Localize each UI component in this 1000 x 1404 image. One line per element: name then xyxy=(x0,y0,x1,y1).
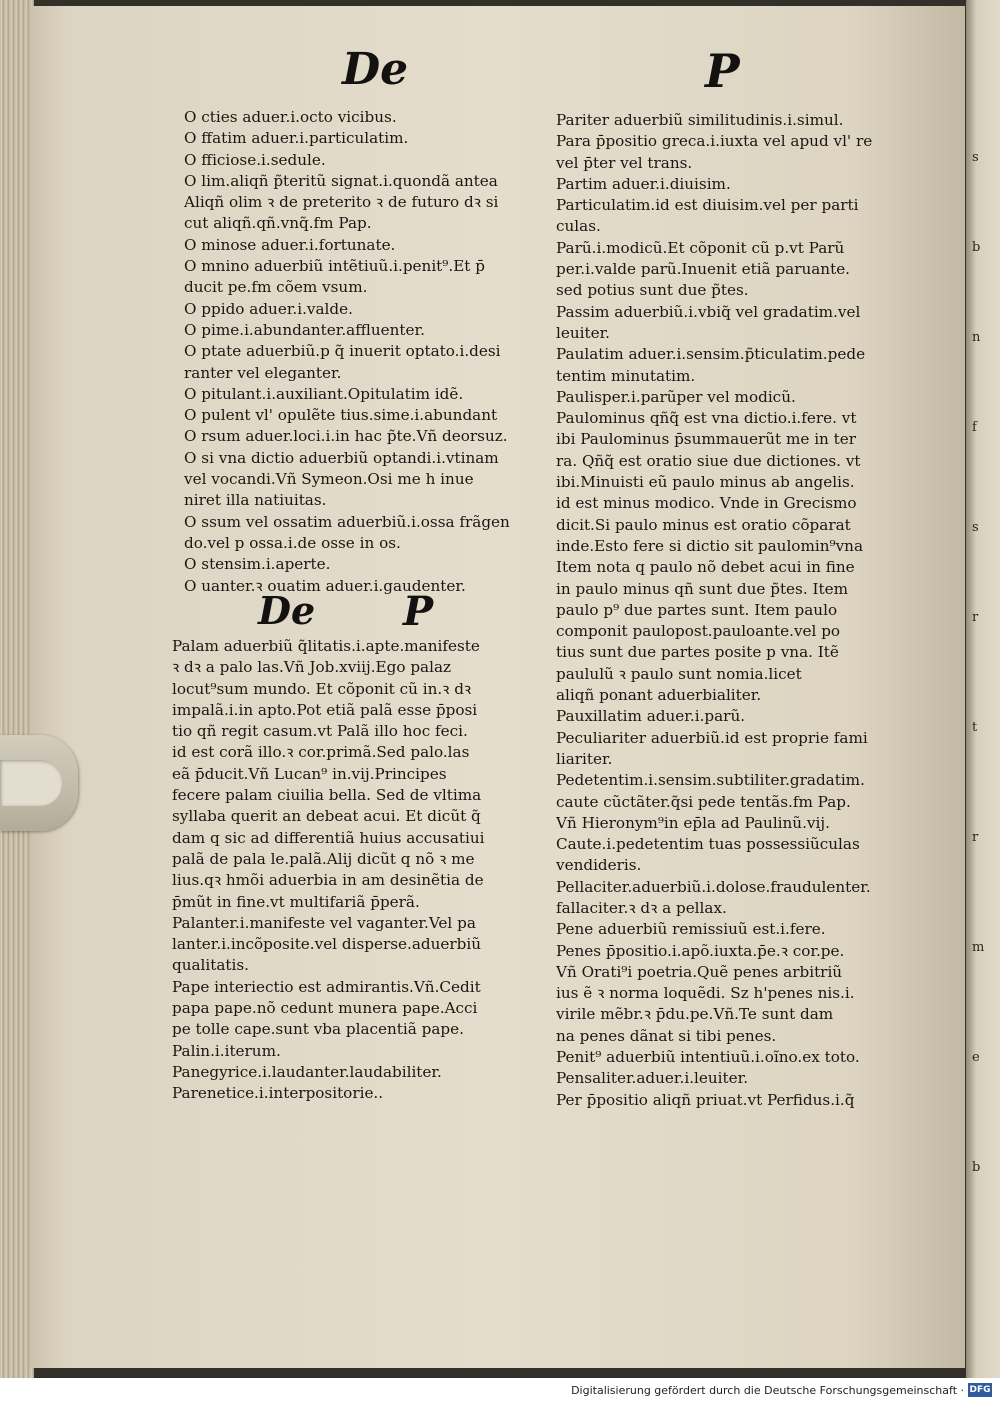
entry-line: locut⁹sum mundo. Et cõponit cũ in.ꝛ dꝛ xyxy=(172,679,472,698)
entry-line: culas. xyxy=(556,217,601,236)
entry-line: Aliqñ olim ꝛ de preterito ꝛ de futuro dꝛ si xyxy=(184,193,499,212)
entry-line: do.vel p ossa.i.de osse in os. xyxy=(184,533,401,552)
entry-line: tio qñ regit casum.vt Palã illo hoc feci. xyxy=(172,722,468,741)
entry-line: O pulent vl' opulẽte tius.sime.i.abundant xyxy=(184,406,498,425)
entry-line: ra. Qñq̃ est oratio siue due dictiones. vt xyxy=(556,451,861,470)
entry-line: Item nota q paulo nõ debet acui in fine xyxy=(556,558,855,577)
footer-bar xyxy=(0,1378,1000,1404)
entry-line: O mnino aduerbiũ intẽtiuũ.i.penit⁹.Et p̄ xyxy=(184,257,485,276)
entry-line: O pime.i.abundanter.affluenter. xyxy=(184,320,425,339)
entry-line: Pape interiectio est admirantis.Vñ.Cedit xyxy=(172,977,481,996)
entry-line: O minose aduer.i.fortunate. xyxy=(184,235,396,254)
entry-line: O ssum vel ossatim aduerbiũ.i.ossa frãgen xyxy=(184,512,510,531)
entry-line: O fficiose.i.sedule. xyxy=(184,150,326,169)
entry-line: componit paulopost.pauloante.vel po xyxy=(556,622,841,641)
entry-line: lius.qꝛ hmõi aduerbia in am desinẽtia de xyxy=(172,871,484,890)
facing-page-glyph: b xyxy=(972,240,981,255)
entry-line: O uanter.ꝛ ouatim aduer.i.gaudenter. xyxy=(184,576,466,595)
entry-line: Vñ Hieronym⁹in ep̄la ad Paulinũ.vij. xyxy=(556,813,830,832)
entry-line: O stensim.i.aperte. xyxy=(184,555,331,574)
entry-line: Peculiariter aduerbiũ.id est proprie fami xyxy=(556,728,868,747)
entry-line: sed potius sunt due p̃tes. xyxy=(556,281,749,300)
entry-line: Particulatim.id est diuisim.vel per parti xyxy=(556,196,859,215)
entry-line: Penit⁹ aduerbiũ intentiuũ.i.oĩno.ex toto. xyxy=(556,1048,860,1067)
facing-page-glyph: r xyxy=(972,830,979,845)
facing-page-glyph: s xyxy=(972,520,979,535)
entry-line: dicit.Si paulo minus est oratio cõparat xyxy=(556,515,851,534)
entry-line: vel p̄ter vel trans. xyxy=(556,153,693,172)
left-column-p-entries xyxy=(172,636,485,1105)
entry-line: id est corã illo.ꝛ cor.primã.Sed palo.las xyxy=(172,743,470,762)
entry-line: Paulominus qñq̃ est vna dictio.i.fere. vt xyxy=(556,409,857,428)
entry-line: Palanter.i.manifeste vel vaganter.Vel pa xyxy=(172,913,476,932)
funding-credit: Digitalisierung gefördert durch die Deutsche Forschungsgemeinschaft · xyxy=(571,1384,964,1397)
entry-line: id est minus modico. Vnde in Grecismo xyxy=(556,494,857,513)
dfg-logo: DFG xyxy=(969,1385,991,1395)
entry-line: Passim aduerbiũ.i.vbiq̃ vel gradatim.vel xyxy=(556,302,861,321)
entry-line: per.i.valde parũ.Inuenit etiã paruante. xyxy=(556,260,851,279)
entry-line: Partim aduer.i.diuisim. xyxy=(556,174,731,193)
entry-line: paululũ ꝛ paulo sunt nomia.licet xyxy=(556,664,802,683)
entry-line: papa pape.nõ cedunt munera pape.Acci xyxy=(172,999,478,1018)
entry-line: liariter. xyxy=(556,749,613,768)
entry-line: vendideris. xyxy=(556,856,642,875)
entry-line: fallaciter.ꝛ dꝛ a pellax. xyxy=(556,898,727,917)
entry-line: impalã.i.in apto.Pot etiã palã esse p̄posi xyxy=(172,700,478,719)
entry-line: O lim.aliqñ p̃teritũ signat.i.quondã antea xyxy=(184,171,498,190)
entry-line: Vñ Orati⁹i poetria.Quẽ penes arbitriũ xyxy=(556,962,843,981)
entry-line: Para p̄positio greca.i.iuxta vel apud vl' re xyxy=(556,132,873,151)
facing-page-glyph: b xyxy=(972,1160,981,1175)
entry-line: na penes dãnat si tibi penes. xyxy=(556,1026,777,1045)
entry-line: Pene aduerbiũ remissiuũ est.i.fere. xyxy=(556,920,826,939)
entry-line: virile mẽbr.ꝛ p̄du.pe.Vñ.Te sunt dam xyxy=(556,1005,834,1024)
facing-page-glyph: f xyxy=(972,420,977,435)
left-page-edges xyxy=(0,0,34,1378)
entry-line: Palam aduerbiũ q̃litatis.i.apte.manifeste xyxy=(172,637,480,655)
entry-line: Pariter aduerbiũ similitudinis.i.simul. xyxy=(556,111,844,129)
entry-line: niret illa natiuitas. xyxy=(184,491,327,510)
section-header-right: P xyxy=(403,588,434,635)
entry-line: inde.Esto fere si dictio sit paulomin⁹vna xyxy=(556,536,863,555)
entry-line: Pauxillatim aduer.i.parũ. xyxy=(556,707,746,726)
entry-line: Paulatim aduer.i.sensim.p̃ticulatim.pede xyxy=(556,345,866,364)
entry-line: dam q sic ad differentiã huius accusatiui xyxy=(172,828,485,847)
entry-line: O cties aduer.i.octo vicibus. xyxy=(184,108,397,126)
entry-line: Per p̄positio aliqñ priuat.vt Perfidus.i.q̃ xyxy=(556,1090,855,1109)
entry-line: Pellaciter.aduerbiũ.i.dolose.fraudulenter. xyxy=(556,877,871,896)
entry-line: cut aliqñ.qñ.vnq̃.fm Pap. xyxy=(184,214,372,233)
facing-page-edge xyxy=(966,0,1000,1378)
entry-line: ibi Paulominus p̄summauerũt me in ter xyxy=(556,430,857,449)
entry-line: fecere palam ciuilia bella. Sed de vltima xyxy=(172,786,482,805)
facing-page-glyph: m xyxy=(972,940,985,955)
entry-line: pe tolle cape.sunt vba placentiã pape. xyxy=(172,1020,464,1039)
running-header-right: P xyxy=(705,44,740,98)
entry-line: O ffatim aduer.i.particulatim. xyxy=(184,129,409,148)
entry-line: Paulisper.i.parũper vel modicũ. xyxy=(556,387,796,406)
entry-line: ibi.Minuisti eũ paulo minus ab angelis. xyxy=(556,473,855,492)
entry-line: O pitulant.i.auxiliant.Opitulatim idẽ. xyxy=(184,384,464,403)
entry-line: vel vocandi.Vñ Symeon.Osi me h inue xyxy=(184,470,474,489)
facing-page-glyph: e xyxy=(972,1050,980,1065)
left-column-o-entries xyxy=(184,107,510,597)
entry-line: Palin.i.iterum. xyxy=(172,1041,281,1060)
facing-page-glyph: t xyxy=(972,720,978,735)
entry-line: in paulo minus qñ sunt due p̃tes. Item xyxy=(556,579,848,598)
entry-line: syllaba querit an debeat acui. Et dicũt q̃ xyxy=(172,807,481,826)
entry-line: ranter vel eleganter. xyxy=(184,363,342,382)
entry-line: eã p̄ducit.Vñ Lucan⁹ in.vij.Principes xyxy=(172,764,447,783)
entry-line: Penes p̄positio.i.apõ.iuxta.p̄e.ꝛ cor.pe. xyxy=(556,941,845,960)
entry-line: lanter.i.incõposite.vel disperse.aduerbiũ xyxy=(172,935,481,954)
entry-line: aliqñ ponant aduerbialiter. xyxy=(556,686,762,705)
entry-line: p̄mũt in fine.vt multifariã p̄perã. xyxy=(172,892,420,911)
entry-line: O ptate aduerbiũ.p q̃ inuerit optato.i.desi xyxy=(184,342,501,361)
entry-line: ius ẽ ꝛ norma loquẽdi. Sz h'penes nis.i. xyxy=(556,984,855,1003)
entry-line: Parũ.i.modicũ.Et cõponit cũ p.vt Parũ xyxy=(556,238,845,257)
entry-line: caute cũctãter.q̃si pede tentãs.fm Pap. xyxy=(556,792,851,811)
entry-line: leuiter. xyxy=(556,323,610,342)
entry-line: tius sunt due partes posite p vna. Itẽ xyxy=(556,643,839,662)
entry-line: Caute.i.pedetentim tuas possessiũculas xyxy=(556,835,860,854)
entry-line: tentim minutatim. xyxy=(556,366,696,385)
entry-line: O si vna dictio aduerbiũ optandi.i.vtinam xyxy=(184,448,499,467)
page-clip-slot xyxy=(0,760,62,806)
entry-line: ꝛ dꝛ a palo las.Vñ Job.xviij.Ego palaz xyxy=(172,658,452,677)
entry-line: Pensaliter.aduer.i.leuiter. xyxy=(556,1069,749,1088)
section-header-left: De xyxy=(258,588,316,633)
entry-line: paulo p⁹ due partes sunt. Item paulo xyxy=(556,600,838,619)
entry-line: Pedetentim.i.sensim.subtiliter.gradatim. xyxy=(556,771,865,790)
entry-line: Parenetice.i.interpositorie.. xyxy=(172,1084,384,1103)
entry-line: Panegyrice.i.laudanter.laudabiliter. xyxy=(172,1062,442,1081)
running-header-left: De xyxy=(342,44,409,95)
facing-page-glyph: r xyxy=(972,610,979,625)
right-column-entries xyxy=(556,110,872,1111)
entry-line: O rsum aduer.loci.i.in hac p̃te.Vñ deorsuz. xyxy=(184,427,508,446)
entry-line: O ppido aduer.i.valde. xyxy=(184,299,353,318)
facing-page-glyph: s xyxy=(972,150,979,165)
entry-line: palã de pala le.palã.Alij dicũt q nõ ꝛ me xyxy=(172,849,475,868)
facing-page-glyph: n xyxy=(972,330,981,345)
entry-line: qualitatis. xyxy=(172,956,250,975)
entry-line: ducit pe.fm cõem vsum. xyxy=(184,278,368,297)
